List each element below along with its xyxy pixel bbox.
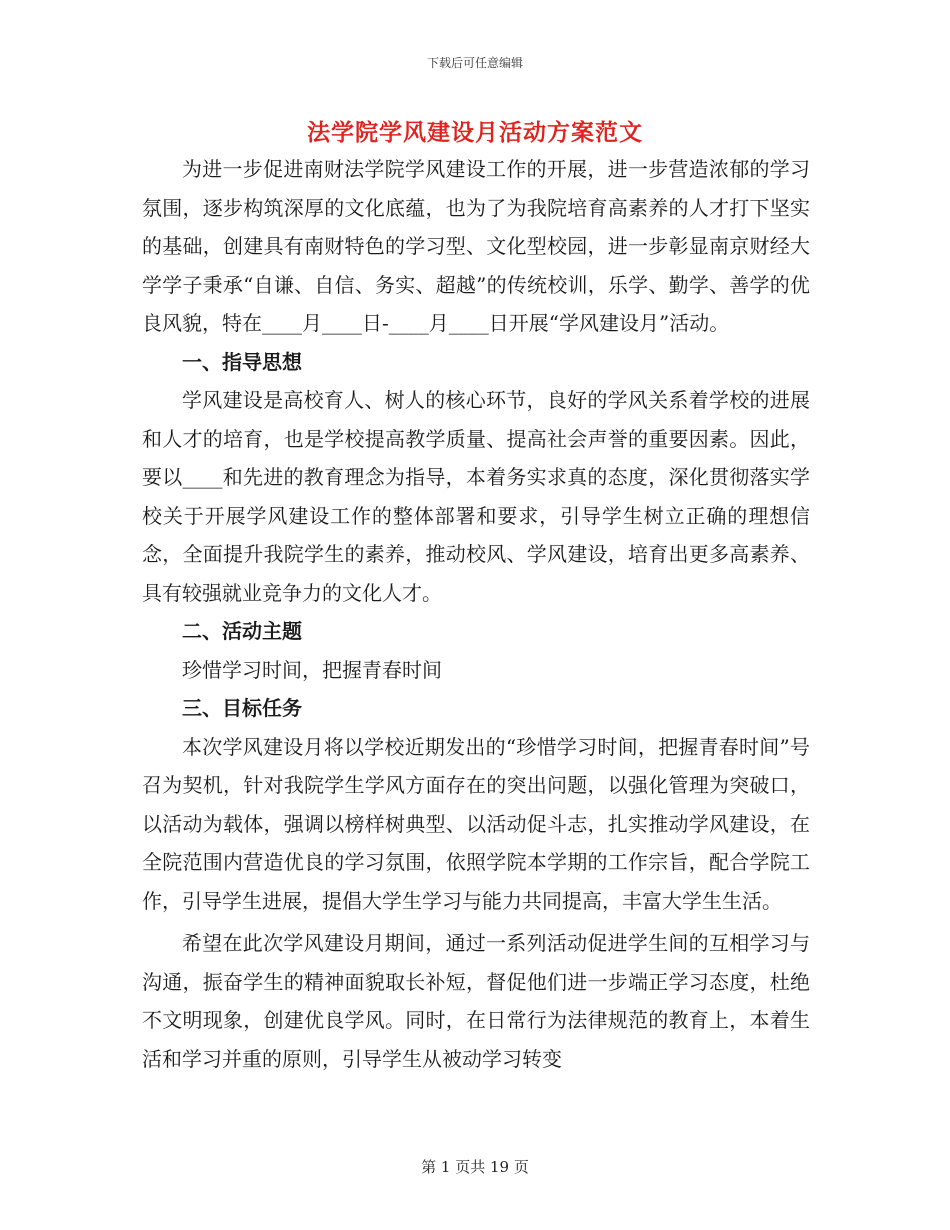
section-paragraph: 本次学风建设月将以学校近期发出的“珍惜学习时间，把握青春时间”号召为契机，针对我院学生学风方面存在的突出问题，以强化管理为突破口，以活动为载体，强调以榜样树典型、以活动促斗志，扎实推动学风建设，在全院范围内营造优良的学习氛围，依照学院本学期的工作宗旨，配合学院工作，引导学生进展，提倡大学生学习与能力共同提高，丰富大学生生活。 [142,734,810,913]
intro-paragraph: 为进一步促进南财法学院学风建设工作的开展，进一步营造浓郁的学习氛围，逐步构筑深厚的文化底蕴，也为了为我院培育高素养的人才打下坚实的基础，创建具有南财特色的学习型、文化型校园，进一步彰显南京财经大学学子秉承“自谦、自信、务实、超越”的传统校训，乐学、勤学、善学的优良风貌，特在____月____日-____月____日开展“学风建设月”活动。 [142,157,810,335]
document-body [142,150,810,1078]
header-note: 下载后可任意编辑 [426,56,523,70]
section-heading-activity-theme: 二、活动主题 [182,619,302,643]
document-title: 法学院学风建设月活动方案范文 [307,120,643,146]
section-heading-guiding-thought: 一、指导思想 [182,349,302,374]
section-paragraph: 珍惜学习时间，把握青春时间 [182,657,442,682]
section-heading-goals: 三、目标任务 [182,696,302,720]
page-number: 第 1 页共 19 页 [421,1158,529,1176]
section-paragraph: 希望在此次学风建设月期间，通过一系列活动促进学生间的互相学习与沟通，振奋学生的精神面貌取长补短，督促他们进一步端正学习态度，杜绝不文明现象，创建优良学风。同时，在日常行为法律规范的教育上，本着生活和学习并重的原则，引导学生从被动学习转变 [142,931,810,1071]
section-paragraph: 学风建设是高校育人、树人的核心环节，良好的学风关系着学校的进展和人才的培育，也是学校提高教学质量、提高社会声誉的重要因素。因此，要以____和先进的教育理念为指导，本着务实求真的态度，深化贯彻落实学校关于开展学风建设工作的整体部署和要求，引导学生树立正确的理想信念，全面提升我院学生的素养，推动校风、学风建设，培育出更多高素养、具有较强就业竞争力的文化人才。 [142,388,810,605]
